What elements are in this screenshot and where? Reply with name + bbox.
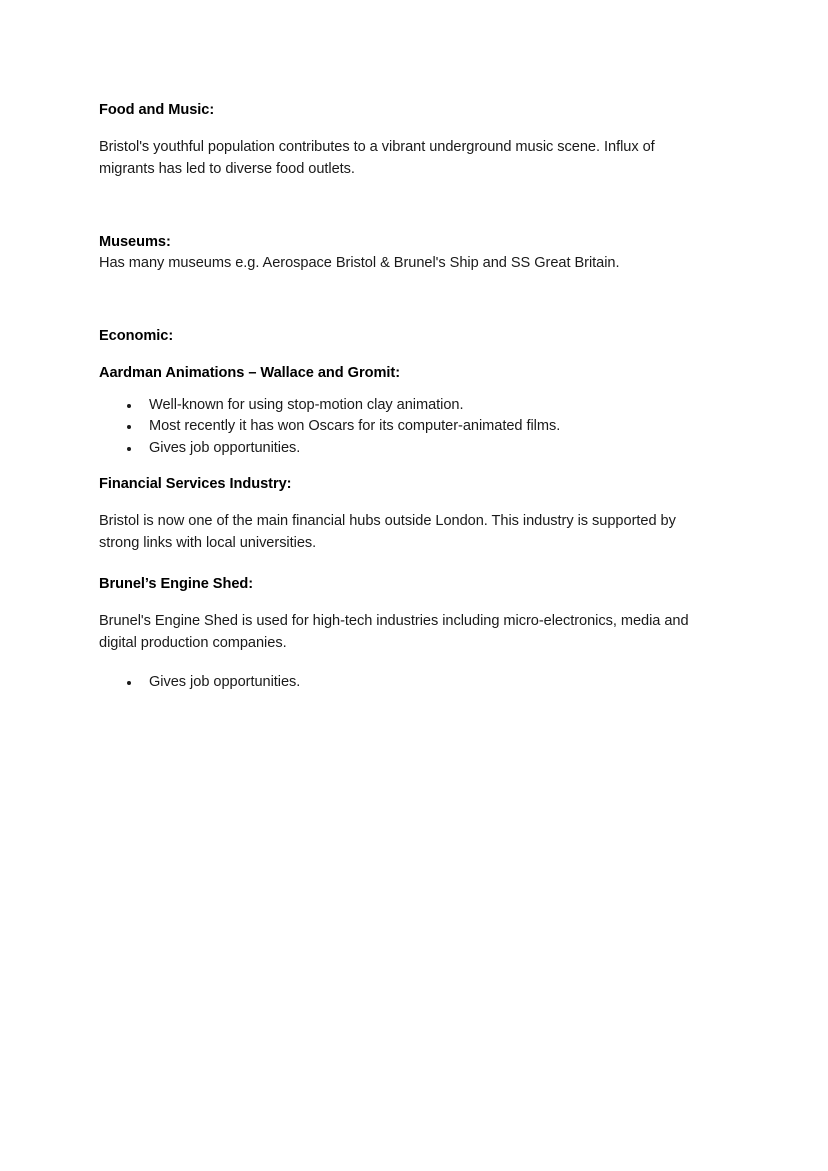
paragraph-museums: Has many museums e.g. Aerospace Bristol & Brunel's Ship and SS Great Britain. <box>99 255 620 271</box>
heading-food-and-music: Food and Music: <box>99 102 215 118</box>
heading-museums: Museums: <box>99 234 171 250</box>
heading-economic: Economic: <box>99 327 174 344</box>
bullet-point-icon <box>127 425 131 429</box>
paragraph-financial-services-industry: Bristol is now one of the main financial hubs outside London. This industry is supported by strong links with local universities. <box>99 513 676 551</box>
list-item-label: Most recently it has won Oscars for its computer-animated films. <box>149 418 561 434</box>
bullet-list-brunels-engine-shed <box>99 672 713 694</box>
document-body <box>99 100 713 694</box>
heading-financial-services-industry: Financial Services Industry: <box>99 476 292 492</box>
bullet-point-icon <box>127 404 131 408</box>
list-item <box>99 672 713 694</box>
list-item <box>99 416 713 438</box>
heading-aardman-animations: Aardman Animations – Wallace and Gromit: <box>99 364 401 381</box>
list-item-label: Gives job opportunities. <box>149 674 301 690</box>
list-item-label: Well-known for using stop-motion clay animation. <box>149 396 464 413</box>
paragraph-brunels-engine-shed: Brunel's Engine Shed is used for high-tech industries including micro-electronics, media and digital production companies. <box>99 613 689 651</box>
list-item <box>99 395 713 417</box>
paragraph-food-and-music: Bristol's youthful population contributes to a vibrant underground music scene. Influx of migrants has led to diverse food outlets. <box>99 139 655 177</box>
bullet-list-aardman <box>99 395 713 460</box>
bullet-point-icon <box>127 681 131 685</box>
list-item <box>99 438 713 460</box>
heading-brunels-engine-shed: Brunel’s Engine Shed: <box>99 576 254 592</box>
bullet-point-icon <box>127 447 131 451</box>
list-item-label: Gives job opportunities. <box>149 439 301 456</box>
